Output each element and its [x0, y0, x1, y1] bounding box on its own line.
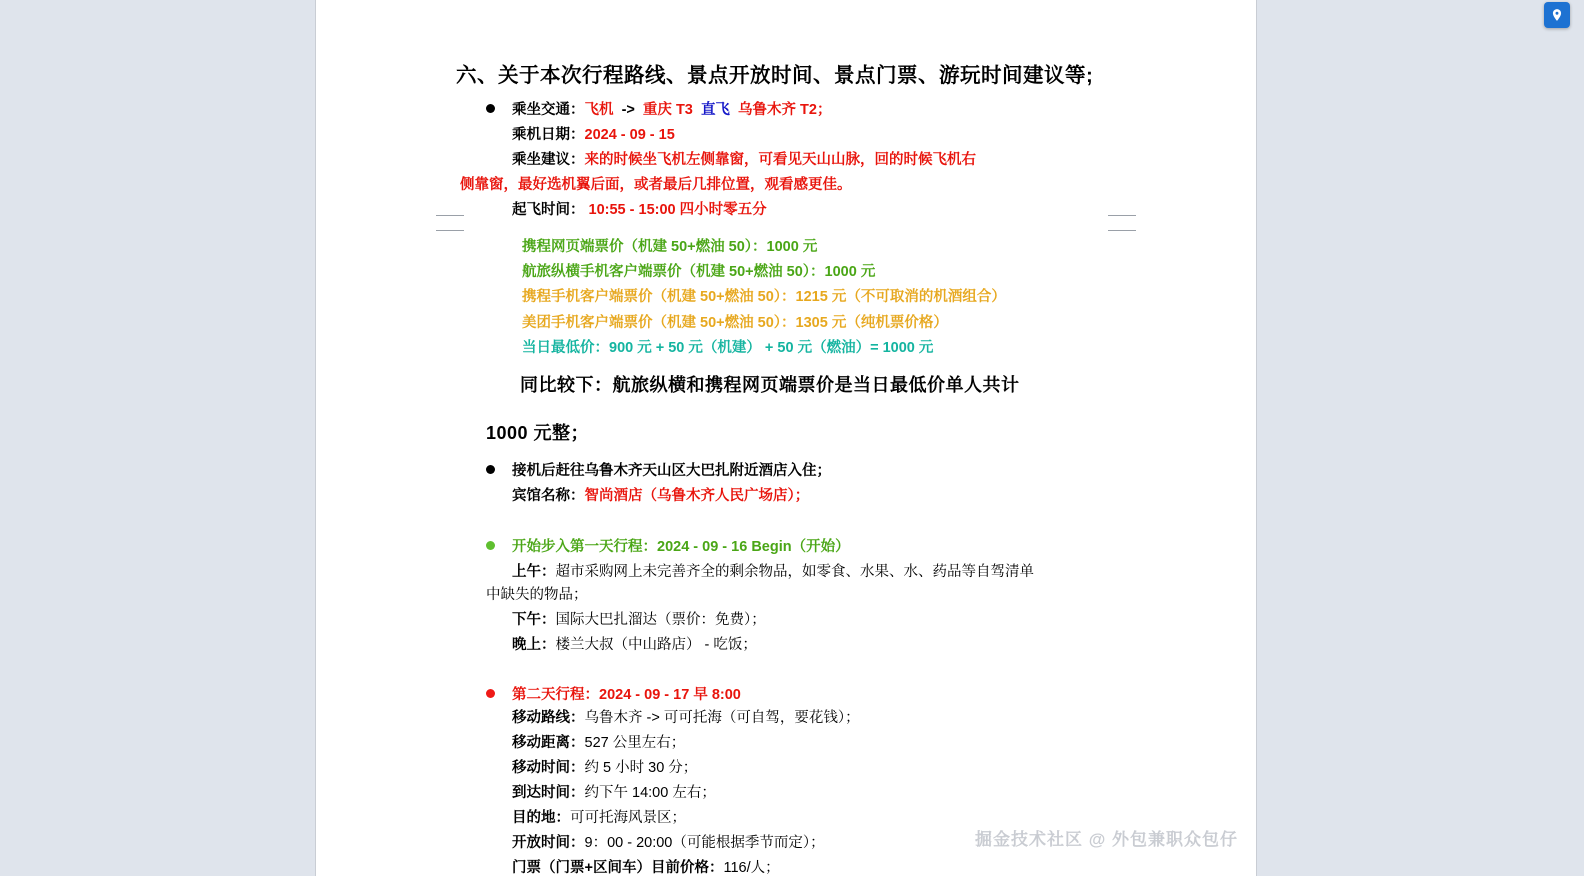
- location-pin-icon: [1550, 8, 1564, 22]
- watermark: 掘金技术社区 @ 外包兼职众包仔: [974, 830, 1238, 849]
- day2-row-6: 开放时间：9：00 - 20:00（可能根据季节而定）；: [512, 835, 825, 851]
- bullet-dot-red: [486, 689, 495, 698]
- page-title: 六、关于本次行程路线、景点开放时间、景点门票、游玩时间建议等;: [456, 64, 1094, 87]
- bullet-dot-black: [486, 104, 495, 113]
- day2-row-2: 移动距离：527 公里左右；: [512, 735, 686, 751]
- flight-date-line: 乘机日期：2024 - 09 - 15: [512, 127, 675, 143]
- hotel-name-line: 宾馆名称：智尚酒店（乌鲁木齐人民广场店）；: [512, 488, 810, 504]
- summary-line-2: 1000 元整；: [486, 423, 590, 443]
- day2-title-line: 第二天行程：2024 - 09 - 17 早 8:00: [512, 687, 741, 703]
- price-line-2: 航旅纵横手机客户端票价（机建 50+燃油 50）：1000 元: [522, 264, 876, 280]
- location-pin-button[interactable]: [1544, 2, 1570, 28]
- day1-morning-line: 上午：超市采购网上未完善齐全的剩余物品，如零食、水果、水、药品等自驾清单: [512, 564, 1034, 580]
- document-page: [316, 0, 1256, 876]
- day1-title-line: 开始步入第一天行程：2024 - 09 - 16 Begin（开始）: [512, 539, 850, 555]
- page-break-mark-right: [1108, 215, 1136, 231]
- list-item-day2: [486, 683, 741, 708]
- list-item-day1: [486, 535, 1034, 585]
- page-break-mark-left: [436, 215, 464, 231]
- price-line-1: 携程网页端票价（机建 50+燃油 50）：1000 元: [522, 239, 818, 255]
- flight-advice-line-2: 侧靠窗，最好选机翼后面，或者最后几排位置，观看感更佳。: [460, 177, 852, 193]
- day2-row-3: 移动时间：约 5 小时 30 分；: [512, 760, 698, 776]
- day1-evening-line: 晚上：楼兰大叔（中山路店） - 吃饭；: [512, 637, 757, 653]
- bullet-dot-black: [486, 465, 495, 474]
- takeoff-time-line: 起飞时间： 10:55 - 15:00 四小时零五分: [512, 202, 767, 218]
- price-line-5: 当日最低价：900 元 + 50 元（机建） + 50 元（燃油）= 1000 元: [522, 340, 934, 356]
- day2-row-4: 到达时间：约下午 14:00 左右；: [512, 785, 716, 801]
- hotel-line: 接机后赶往乌鲁木齐天山区大巴扎附近酒店入住；: [512, 463, 831, 479]
- list-item-hotel: [486, 459, 831, 509]
- day1-afternoon-line: 下午：国际大巴扎溜达（票价：免费）；: [512, 612, 766, 628]
- flight-advice-line-1: 乘坐建议：来的时候坐飞机左侧靠窗，可看见天山山脉，回的时候飞机右: [512, 152, 976, 168]
- price-line-4: 美团手机客户端票价（机建 50+燃油 50）：1305 元（纯机票价格）: [522, 315, 948, 331]
- day1-morning-line-2: 中缺失的物品；: [486, 587, 588, 603]
- list-item-transport: [486, 98, 976, 173]
- day2-row-1: 移动路线：乌鲁木齐 -> 可可托海（可自驾，要花钱）；: [512, 710, 860, 726]
- bullet-dot-green: [486, 541, 495, 550]
- transport-line: 乘坐交通：飞机 -> 重庆 T3 直飞 乌鲁木齐 T2；: [512, 102, 832, 118]
- day2-row-7: 门票（门票+区间车）目前价格：116/人；: [512, 860, 780, 876]
- day2-row-5: 目的地：可可托海风景区；: [512, 810, 686, 826]
- price-line-3: 携程手机客户端票价（机建 50+燃油 50）：1215 元（不可取消的机酒组合）: [522, 289, 1006, 305]
- summary-line-1: 同比较下：航旅纵横和携程网页端票价是当日最低价单人共计: [520, 375, 1020, 395]
